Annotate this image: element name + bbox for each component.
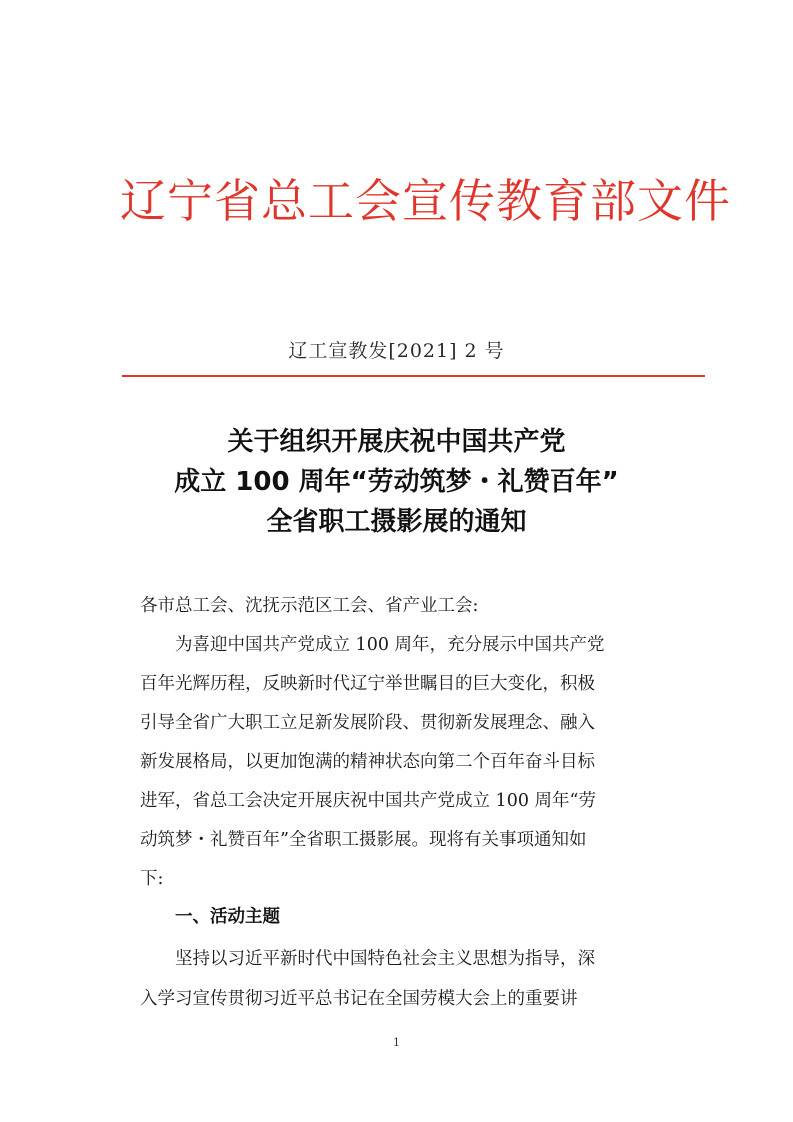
paragraph-line: 下: [140,869,164,889]
red-divider-rule [122,375,705,377]
addressee-line: 各市总工会、沈抚示范区工会、省产业工会: [140,596,479,616]
notice-title-line: 关于组织开展庆祝中国共产党 [227,427,566,457]
notice-title [0,422,793,542]
paragraph-line: 新发展格局，以更加饱满的精神状态向第二个百年奋斗目标 [140,752,595,772]
section-heading-theme: 一、活动主题 [175,907,280,927]
document-header-title: 辽宁省总工会宣传教育部文件 [120,174,731,228]
notice-title-line: 成立 100 周年“劳动筑梦・礼赞百年” [174,467,619,497]
document-number: 辽工宣教发[2021] 2 号 [288,340,505,362]
paragraph-line: 坚持以习近平新时代中国特色社会主义思想为指导，深 [175,949,595,969]
paragraph-line: 动筑梦・礼赞百年”全省职工摄影展。现将有关事项通知如 [140,830,587,850]
paragraph-line: 进军，省总工会决定开展庆祝中国共产党成立 100 周年“劳 [140,791,596,811]
paragraph-line: 入学习宣传贯彻习近平总书记在全国劳模大会上的重要讲 [140,989,578,1009]
paragraph-line: 百年光辉历程，反映新时代辽宁举世瞩目的巨大变化，积极 [140,674,595,694]
paragraph-line: 为喜迎中国共产党成立 100 周年，充分展示中国共产党 [175,635,605,655]
page-number: 1 [393,1036,400,1049]
notice-title-line: 全省职工摄影展的通知 [266,507,527,537]
paragraph-line: 引导全省广大职工立足新发展阶段、贯彻新发展理念、融入 [140,713,595,733]
